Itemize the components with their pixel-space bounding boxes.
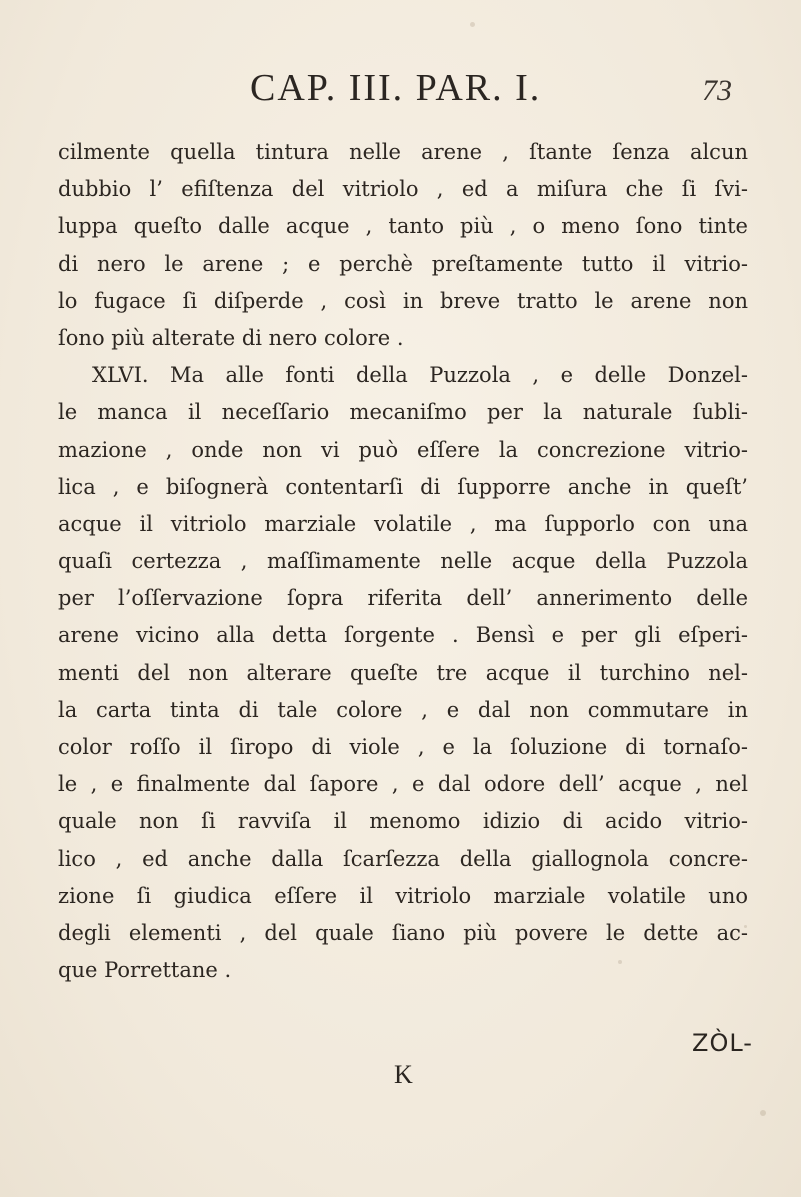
text-line-2: dubbio l’ efiſtenza del vitriolo , ed a miſura che ſi ſvi-: [58, 177, 748, 202]
paper-spot: [618, 960, 622, 964]
text-line-15: menti del non alterare queſte tre acque il turchino nel-: [58, 660, 748, 685]
body-text: [58, 134, 748, 989]
text-line-11: acque il vitriolo marziale volatile , ma ſupporlo con una: [58, 511, 748, 536]
text-line-7: XLVI. Ma alle fonti della Puzzola , e delle Donzel-: [92, 363, 748, 388]
text-line-17: color roſſo il ſiropo di viole , e la ſoluzione di tornaſo-: [58, 735, 748, 759]
text-line-22: degli elementi , del quale ſiano più povere le dette ac-: [58, 920, 748, 945]
text-line-10: lica , e biſognerà contentarſi di ſupporre anche in queſt’: [58, 474, 748, 499]
text-line-23: que Porrettane .: [58, 958, 232, 983]
text-line-5: lo fugace ſi diſperde , così in breve tratto le arene non: [58, 288, 748, 313]
text-line-21: zione ſi giudica eſſere il vitriolo marziale volatile uno: [58, 883, 748, 908]
paper-spot: [744, 925, 747, 928]
text-line-18: le , e finalmente dal ſapore , e dal odore dell’ acque , nel: [58, 772, 748, 797]
paper-spot: [470, 22, 475, 27]
text-line-6: ſono più alterate di nero colore .: [58, 325, 404, 350]
text-line-14: arene vicino alla detta ſorgente . Bensì e per gli eſperi-: [58, 623, 748, 648]
text-line-20: lico , ed anche dalla ſcarſezza della giallognola concre-: [58, 846, 748, 871]
text-line-4: di nero le arene ; e perchè preſtamente tutto il vitrio-: [58, 251, 748, 276]
text-line-3: luppa queſto dalle acque , tanto più , o meno ſono tinte: [58, 214, 748, 239]
catchword: ZÒL-: [692, 1029, 753, 1057]
text-line-9: mazione , onde non vi può eſſere la concrezione vitrio-: [58, 437, 748, 462]
text-line-12: quaſi certezza , maſſimamente nelle acque della Puzzola: [58, 549, 748, 574]
page-number: 73: [702, 74, 732, 107]
chapter-heading: CAP. III. PAR. I.: [250, 67, 542, 109]
paper-spot: [760, 1110, 766, 1116]
running-head: [0, 66, 801, 114]
text-line-13: per l’oſſervazione ſopra riferita dell’ annerimento delle: [58, 586, 748, 611]
text-line-19: quale non ſi ravviſa il menomo idizio di acido vitrio-: [58, 809, 748, 834]
signature-mark: K: [394, 1060, 413, 1089]
text-line-1: cilmente quella tintura nelle arene , ſtante ſenza alcun: [58, 140, 748, 164]
text-line-8: le manca il neceſſario mecaniſmo per la naturale ſubli-: [58, 400, 748, 425]
text-line-16: la carta tinta di tale colore , e dal non commutare in: [58, 697, 748, 722]
